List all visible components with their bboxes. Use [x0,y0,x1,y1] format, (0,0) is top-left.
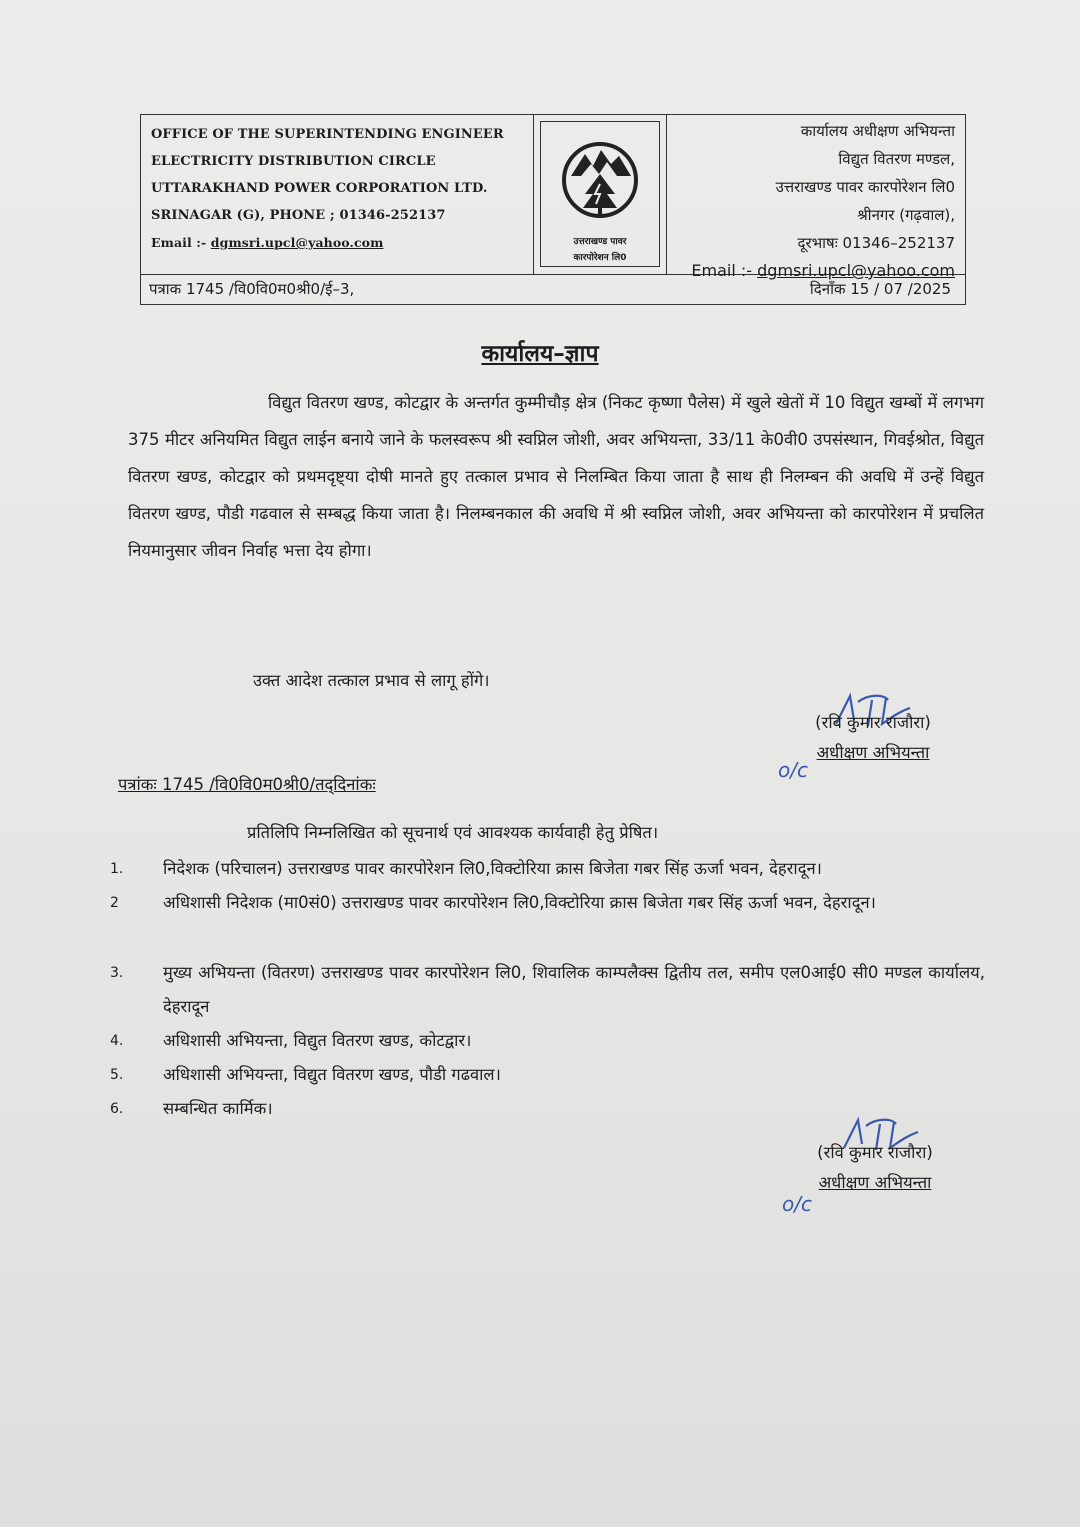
memo-title: कार्यालय–ज्ञाप [481,341,599,367]
letterhead-hindi [655,117,955,285]
document-sheet: OFFICE OF THE SUPERINTENDING ENGINEER ELECTRICITY DISTRIBUTION CIRCLE UTTARAKHAND POWER CORPORATION LTD. SRINAGAR (G), PHONE ; 01346-252137 Email :- dgmsri.upcl@yahoo.com उत्तराखण्ड पावर कारपोरेशन लि0 कार्यालय अधीक्षण अभियन्ता विद्युत वितरण मण्डल, उत्तराखण्ड पावर कारपोरेशन लि0 श्रीनगर (गढ़वाल), दूरभाषः 01346–252137 Email :- dgmsri.upcl@yahoo.com पत्राक 1745 /वि0वि0म0श्री0/ई–3, दिनाँक 15 / 07 /2025 कार्यालय–ज्ञाप विद्युत वितरण खण्ड, कोटद्वार के अन्तर्गत कुम्मीचौड़ क्षेत्र (निकट कृष्णा पैलेस) में खुले खेतों में 10 विद्युत खम्बों में लगभग 375 मीटर अनियमित विद्युत लाईन बनाये जाने के फलस्वरूप श्री स्वप्निल जोशी, अवर अभियन्ता, 33/11 के0वी0 उपसंस्थान, गिवईश्रोत, विद्युत वितरण खण्ड, कोटद्वार को प्रथमदृष्ट्या दोषी मानते हुए तत्काल प्रभाव से निलम्बित किया जाता है साथ ही निलम्बन की अवधि में उन्हें विद्युत वितरण खण्ड, पौडी गढवाल से सम्बद्ध किया जाता है। निलम्बनकाल की अवधि में श्री स्वप्निल जोशी, अवर अभियन्ता को कारपोरेशन में प्रचलित नियमानुसार जीवन निर्वाह भत्ता देय होगा। उक्त आदेश तत्काल प्रभाव से लागू होंगे। (रवि कुमार राजौरा) अधीक्षण अभियन्ता o/c पत्रांकः 1745 /वि0वि0म0श्री0/तद्‌दिनांकः प्रतिलिपि निम्नलिखित को सूचनार्थ एवं आवश्यक कार्यवाही हेतु प्रेषित। 1. निदेशक (परिचालन) उत्तराखण्ड पावर कारपोरेशन लि0,विक्टोरिया क्रास बिजेता गबर सिंह ऊर्जा भवन, देहरादून। 2 अधिशासी निदेशक (मा0सं0) उत्तराखण्ड पावर कारपोरेशन लि0,विक्टोरिया क्रास बिजेता गबर सिंह ऊर्जा भवन, देहरादून। 3. मुख्य अभियन्ता (वितरण) उत्तराखण्ड पावर कारपोरेशन लि0, शिवालिक काम्पलैक्स द्वितीय तल, समीप एल0आई0 सी0 मण्डल कार्यालय, देहरादून 4. अधिशासी अभियन्ता, विद्युत वितरण खण्ड, कोटद्वार। 5. अधिशासी अभियन्ता, विद्युत वितरण खण्ड, पौडी गढवाल। 6. सम्बन्धित कार्मिक। (रवि कुमार राजौरा) अधीक्षण अभियन्ता o/c [0,0,1080,1527]
upcl-emblem-icon [541,124,659,234]
upcl-logo [540,121,660,267]
hindi-corporation-line: उत्तराखण्ड पावर कारपोरेशन लि0 [775,178,955,196]
signatory-designation: अधीक्षण अभियन्ता [816,743,930,762]
office-line: OFFICE OF THE SUPERINTENDING ENGINEER [151,127,504,142]
email-label: Email :- [151,235,207,250]
logo-caption-1: उत्तराखण्ड पावर [573,237,627,247]
signature-block-2 [800,1138,950,1198]
letterhead [140,114,966,305]
letterhead-reference-row [141,274,965,304]
signatory-name: (रवि कुमार राजौरा) [815,713,931,732]
email-link[interactable]: dgmsri.upcl@yahoo.com [210,235,384,250]
logo-caption-2: कारपोरेशन लि0 [573,253,627,263]
hindi-phone-line: दूरभाषः 01346–252137 [797,234,955,252]
order-effect-line: उक्त आदेश तत्काल प्रभाव से लागू होंगे। [253,671,490,690]
oc-initial-2: o/c [782,1192,812,1216]
address-phone-line: SRINAGAR (G), PHONE ; 01346-252137 [151,208,446,223]
signatory-designation: अधीक्षण अभियन्ता [818,1173,932,1192]
hindi-email-link[interactable]: dgmsri.upcl@yahoo.com [757,261,955,280]
hindi-office-line: कार्यालय अधीक्षण अभियन्ता [800,122,955,140]
letterhead-english [151,121,531,256]
letter-date: दिनाँक 15 / 07 /2025 [809,280,951,298]
oc-initial-1: o/c [778,758,808,782]
english-email-line [151,229,531,256]
circle-line: ELECTRICITY DISTRIBUTION CIRCLE [151,154,436,169]
copy-intro: प्रतिलिपि निम्नलिखित को सूचनार्थ एवं आवश्यक कार्यवाही हेतु प्रेषित। [247,823,659,842]
hindi-email-label: Email :- [691,261,753,280]
memo-body-text: विद्युत वितरण खण्ड, कोटद्वार के अन्तर्गत कुम्मीचौड़ क्षेत्र (निकट कृष्णा पैलेस) में खुले खेतों में 10 विद्युत खम्बों में लगभग 375 मीटर अनियमित विद्युत लाईन बनाये जाने के फलस्वरूप श्री स्वप्निल जोशी, अवर अभियन्ता, 33/11 के0वी0 उपसंस्थान, गिवईश्रोत, विद्युत वितरण खण्ड, कोटद्वार को प्रथमदृष्ट्या दोषी मानते हुए तत्काल प्रभाव से निलम्बित किया जाता है साथ ही निलम्बन की अवधि में उन्हें विद्युत वितरण खण्ड, पौडी गढवाल से सम्बद्ध किया जाता है। निलम्बनकाल की अवधि में श्री स्वप्निल जोशी, अवर अभियन्ता को कारपोरेशन में प्रचलित नियमानुसार जीवन निर्वाह भत्ता देय होगा। [128,393,984,560]
memo-body [128,384,984,569]
hindi-circle-line: विद्युत वितरण मण्डल, [838,150,955,168]
corporation-line: UTTARAKHAND POWER CORPORATION LTD. [151,181,488,196]
hindi-address-line: श्रीनगर (गढ़वाल), [857,206,955,224]
logo-box [533,115,667,274]
letterhead-top [141,115,965,280]
signature-block-1 [798,708,948,768]
signatory-name: (रवि कुमार राजौरा) [817,1143,933,1162]
letter-number: पत्राक 1745 /वि0वि0म0श्री0/ई–3, [149,280,355,298]
copy-reference-line: पत्रांकः 1745 /वि0वि0म0श्री0/तद्‌दिनांकः [118,775,376,794]
